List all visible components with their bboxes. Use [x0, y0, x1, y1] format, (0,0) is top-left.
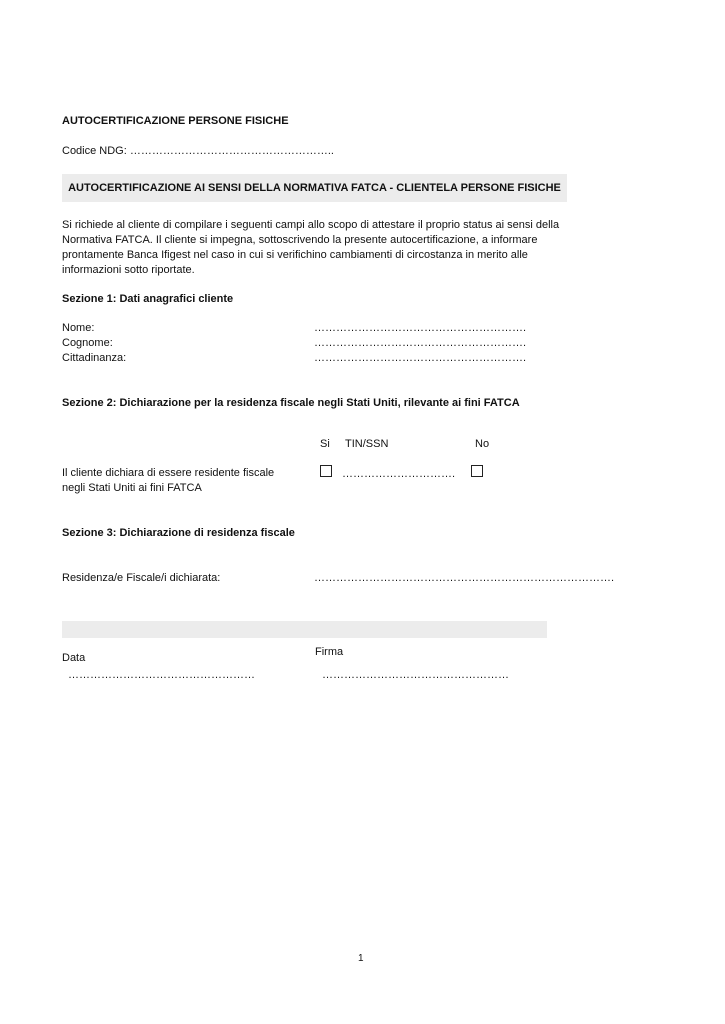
residenza-dots[interactable]: ………………………………………………………………………. [314, 572, 615, 584]
banner-title: AUTOCERTIFICAZIONE AI SENSI DELLA NORMATIVA FATCA - CLIENTELA PERSONE FISICHE [68, 182, 561, 194]
intro-line: Si richiede al cliente di compilare i seguenti campi allo scopo di attestare il proprio status ai sensi della [62, 219, 560, 231]
nome-dots[interactable]: …………………………………………………. [314, 322, 527, 334]
document-title: AUTOCERTIFICAZIONE PERSONE FISICHE [62, 115, 289, 127]
si-checkbox[interactable] [320, 465, 332, 477]
us-resident-statement-line: Il cliente dichiara di essere residente fiscale [62, 467, 275, 479]
col-si-label: Si [320, 438, 330, 450]
nome-label: Nome: [62, 322, 95, 334]
firma-label: Firma [315, 646, 344, 658]
cognome-label: Cognome: [62, 337, 113, 349]
section3-title: Sezione 3: Dichiarazione di residenza fiscale [62, 527, 295, 539]
tin-ssn-dots[interactable]: …………………………. [342, 468, 456, 480]
ndg-field: Codice NDG: ……………………………………………….. [62, 145, 334, 157]
cittadinanza-label: Cittadinanza: [62, 352, 127, 364]
col-tin-label: TIN/SSN [345, 438, 389, 450]
data-label: Data [62, 652, 86, 664]
residenza-label: Residenza/e Fiscale/i dichiarata: [62, 572, 221, 584]
intro-line: prontamente Banca Ifigest nel caso in cui si verifichino cambiamenti di circostanza in merito alle [62, 249, 528, 261]
section1-title: Sezione 1: Dati anagrafici cliente [62, 293, 234, 305]
separator-band [62, 621, 547, 638]
no-checkbox[interactable] [471, 465, 483, 477]
section2-title: Sezione 2: Dichiarazione per la residenza fiscale negli Stati Uniti, rilevante ai fini FATCA [62, 397, 520, 409]
intro-line: informazioni sotto riportate. [62, 264, 195, 276]
page-number: 1 [358, 953, 364, 964]
cognome-dots[interactable]: …………………………………………………. [314, 337, 527, 349]
banner [62, 174, 567, 202]
data-dots[interactable]: …………………………………………… [68, 669, 255, 681]
col-no-label: No [475, 438, 490, 450]
intro-paragraph [62, 218, 572, 278]
us-resident-statement-line: negli Stati Uniti ai fini FATCA [62, 482, 202, 494]
firma-dots[interactable]: …………………………………………… [322, 669, 509, 681]
intro-line: Normativa FATCA. Il cliente si impegna, sottoscrivendo la presente autocertificazione, a informare [62, 234, 538, 246]
cittadinanza-dots[interactable]: …………………………………………………. [314, 352, 527, 364]
